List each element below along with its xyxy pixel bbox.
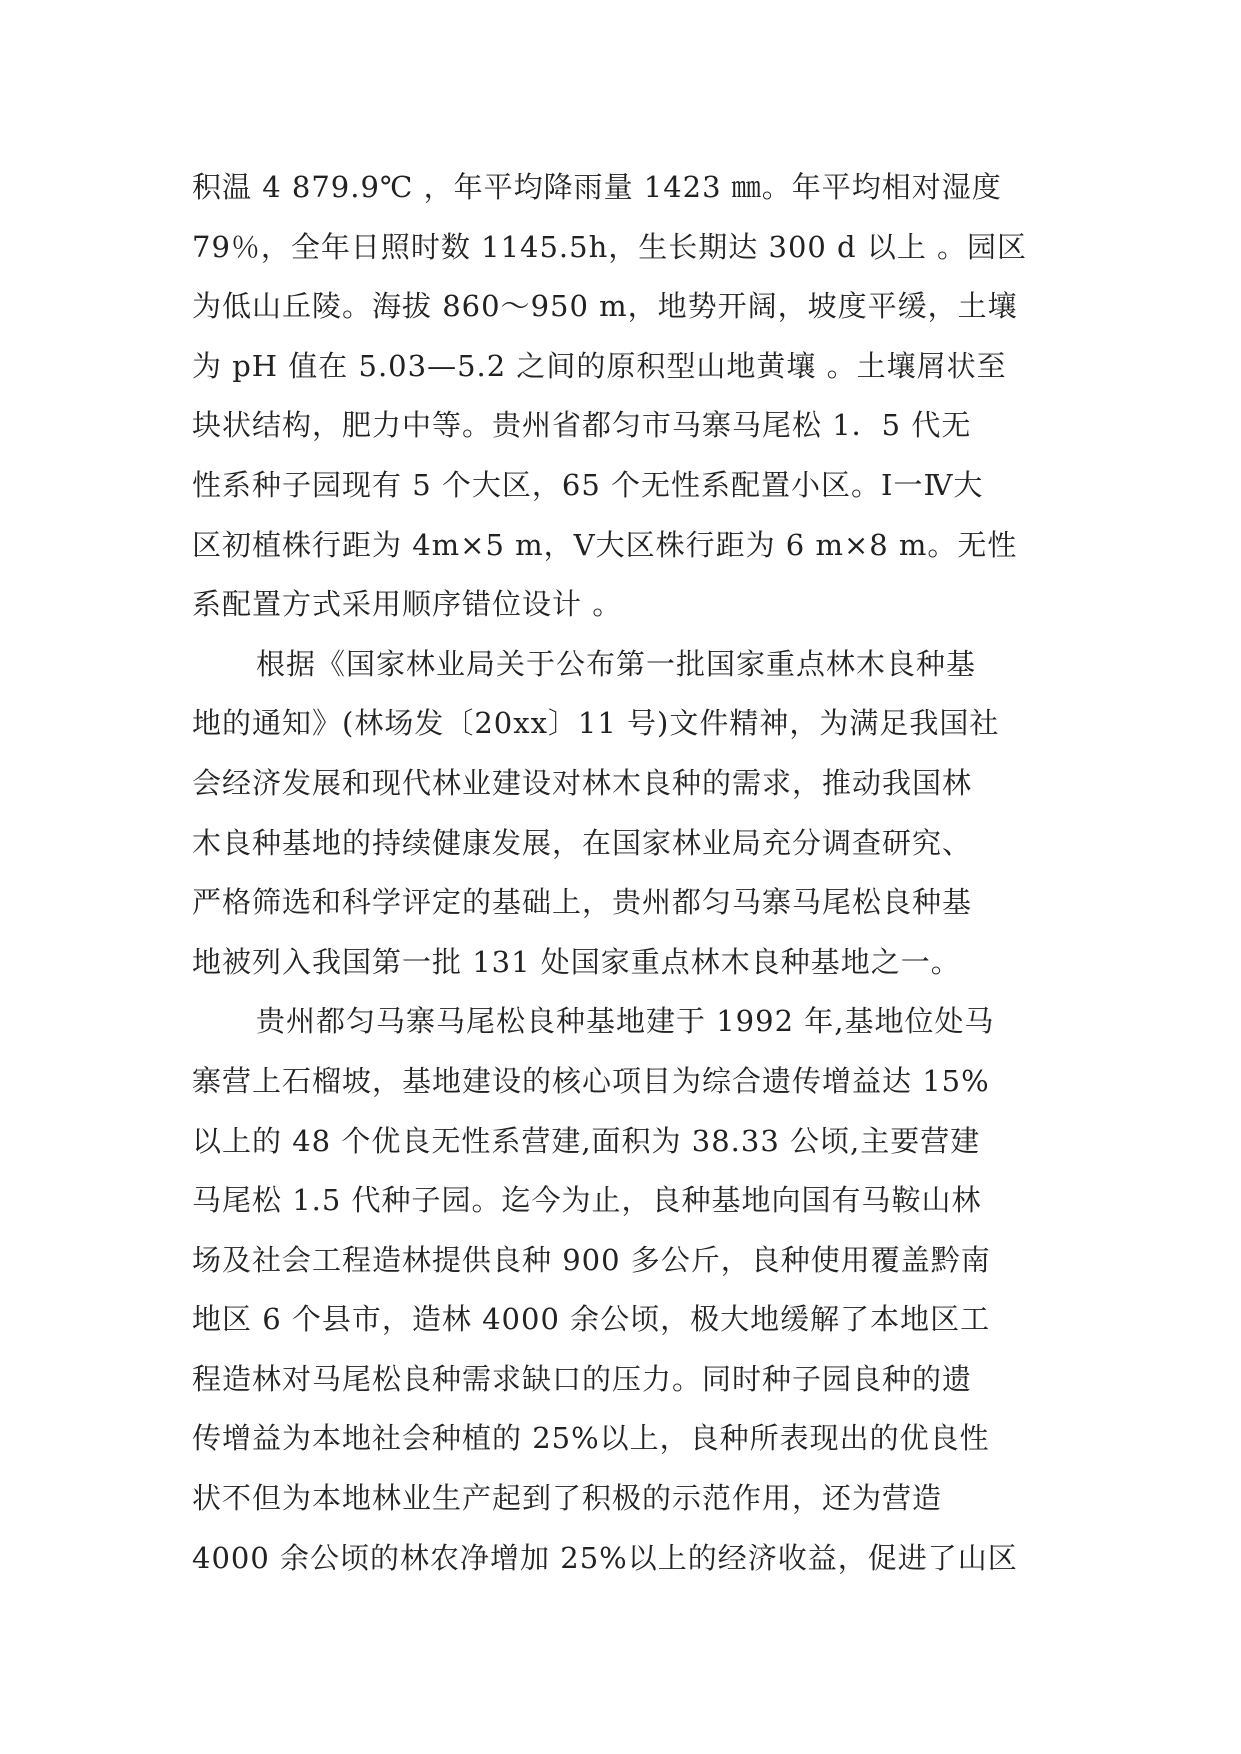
text-line: 区初植株行距为 4m×5 m，Ⅴ大区株行距为 6 m×8 m。无性 <box>192 527 1018 562</box>
text-line: 积温 4 879.9℃ ，年平均降雨量 1423 ㎜。年平均相对湿度 <box>192 170 1002 204</box>
text-line: 为 pH 值在 5.03—5.2 之间的原积型山地黄壤 。土壤屑状至 <box>192 348 1007 383</box>
paragraph-2 <box>192 635 1052 993</box>
text-line: 马尾松 1.5 代种子园。迄今为止，良种基地向国有马鞍山林 <box>192 1183 982 1218</box>
text-line: 性系种子园现有 5 个大区，65 个无性系配置小区。Ⅰ一Ⅳ大 <box>192 467 984 502</box>
text-line: 传增益为本地社会种植的 25%以上，良种所表现出的优良性 <box>192 1421 990 1456</box>
text-line: 4000 余公顷的林农净增加 25%以上的经济收益，促进了山区 <box>192 1540 1018 1575</box>
paragraph-3 <box>192 992 1052 1588</box>
text-line: 系配置方式采用顺序错位设计 。 <box>192 587 623 622</box>
text-line: 根据《国家林业局关于公布第一批国家重点林木良种基 <box>256 646 977 681</box>
text-line: 贵州都匀马寨马尾松良种基地建于 1992 年,基地位处马 <box>256 1004 995 1039</box>
text-line: 以上的 48 个优良无性系营建,面积为 38.33 公顷,主要营建 <box>192 1123 981 1158</box>
text-line: 块状结构，肥力中等。贵州省都匀市马寨马尾松 1．5 代无 <box>192 408 972 443</box>
text-line: 79％，全年日照时数 1145.5h，生长期达 300 d 以上 。园区 <box>192 229 1028 264</box>
text-line: 会经济发展和现代林业建设对林木良种的需求，推动我国林 <box>192 765 973 800</box>
text-line: 严格筛选和科学评定的基础上，贵州都匀马寨马尾松良种基 <box>192 885 973 920</box>
document-body <box>192 158 1052 1588</box>
paragraph-1 <box>192 158 1052 635</box>
text-line: 状不但为本地林业生产起到了积极的示范作用，还为营造 <box>192 1481 943 1516</box>
text-line: 地被列入我国第一批 131 处国家重点林木良种基地之一。 <box>192 944 961 979</box>
text-line: 程造林对马尾松良种需求缺口的压力。同时种子园良种的遗 <box>192 1361 973 1396</box>
text-line: 地的通知》(林场发〔20xx〕11 号)文件精神，为满足我国社 <box>192 706 1000 741</box>
text-line: 为低山丘陵。海拔 860～950 m，地势开阔，坡度平缓，土壤 <box>192 289 1018 324</box>
text-line: 场及社会工程造林提供良种 900 多公斤，良种使用覆盖黔南 <box>192 1242 991 1277</box>
text-line: 地区 6 个县市，造林 4000 余公顷，极大地缓解了本地区工 <box>192 1302 991 1337</box>
text-line: 寨营上石榴坡，基地建设的核心项目为综合遗传增益达 15% <box>192 1063 990 1098</box>
text-line: 木良种基地的持续健康发展，在国家林业局充分调查研究、 <box>192 825 973 860</box>
